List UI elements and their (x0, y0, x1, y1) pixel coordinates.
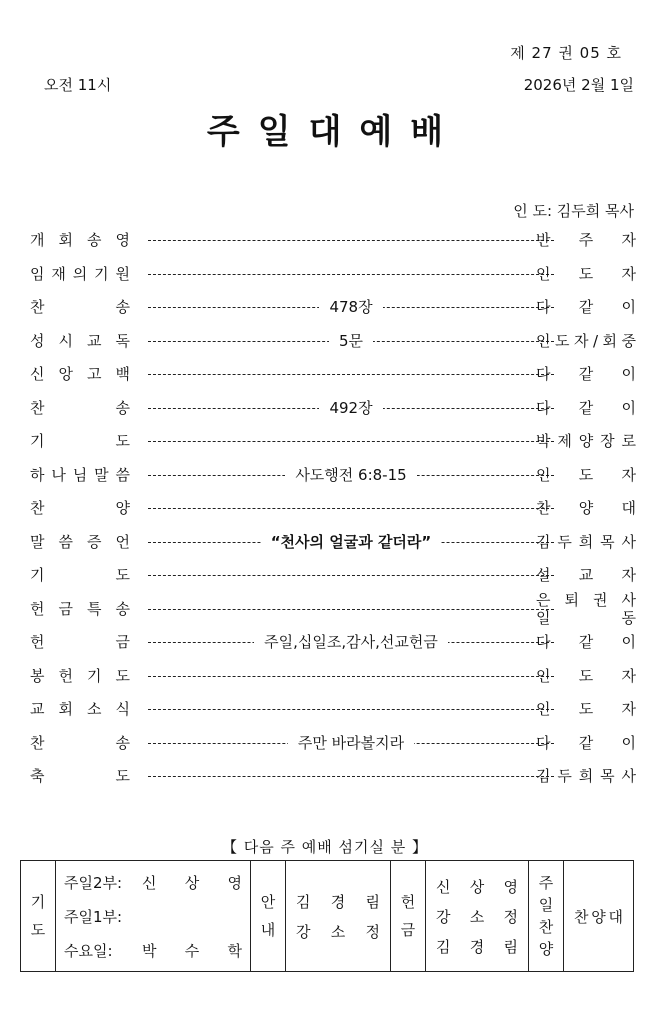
prayer-line (64, 865, 242, 899)
order-person-char: 목 (600, 532, 615, 551)
next-week-duty-table (20, 860, 634, 972)
order-label-char: 교 (87, 331, 102, 350)
name-char: 경 (330, 892, 346, 911)
order-detail (148, 396, 554, 420)
name-char: 상 (469, 877, 485, 896)
order-label-char: 소 (87, 700, 102, 718)
order-row (30, 590, 636, 627)
order-person-char: 찬 (536, 499, 551, 517)
order-person-char: 이 (621, 633, 636, 651)
order-label-char: 헌 (58, 666, 73, 685)
order-label-char: 회 (58, 231, 73, 249)
order-person-char: 도 (578, 666, 594, 685)
order-label-char: 봉 (30, 666, 45, 685)
order-label (30, 429, 130, 453)
order-row (30, 463, 636, 487)
order-label-char: 백 (115, 365, 130, 383)
order-person-char: 퇴 (564, 590, 579, 609)
choir-cell (564, 861, 634, 972)
order-label (30, 362, 130, 386)
order-detail (148, 329, 554, 353)
order-row (30, 429, 636, 453)
order-label (30, 496, 130, 520)
order-person-char: 두 (557, 532, 572, 551)
offering-label (391, 888, 425, 944)
order-label-char: 송 (115, 398, 130, 417)
order-label-char: 헌 (30, 633, 45, 651)
order-person-char: 은 (536, 590, 551, 609)
order-person-char: 김 (536, 532, 551, 551)
label-char: 헌 (400, 893, 416, 911)
label-char: 내 (260, 921, 276, 939)
order-label (30, 630, 130, 654)
order-person-char: 회 (602, 331, 617, 350)
order-row (30, 228, 636, 252)
order-person-char: / (592, 331, 599, 350)
name-char: 상 (184, 873, 200, 892)
order-person-char: 이 (621, 733, 636, 752)
order-person (536, 295, 636, 319)
order-person-char: 자 (621, 666, 636, 685)
order-label-char: 증 (87, 532, 102, 551)
duty-name (296, 916, 380, 946)
prayer-name (134, 940, 242, 961)
page-title: 주일대예배 (206, 112, 462, 152)
order-person-char: 도 (554, 331, 570, 350)
service-date: 2026년 2월 1일 (523, 76, 634, 94)
choir-label-cell (529, 861, 564, 972)
order-person-char: 인 (536, 331, 551, 350)
order-label-char: 기 (94, 264, 109, 283)
order-person (536, 591, 636, 627)
order-person-char: 주 (578, 231, 594, 249)
order-row (30, 630, 636, 654)
order-label-char: 도 (115, 767, 130, 785)
dashed-leader (148, 441, 554, 442)
order-person-char: 다 (536, 298, 551, 316)
order-detail-text: 주만 바라볼지라 (288, 734, 414, 752)
order-person-char: 자 (573, 331, 589, 350)
name-char: 경 (469, 937, 485, 956)
order-label-char: 찬 (30, 733, 45, 752)
prayer-service: 주일2부: (64, 873, 123, 892)
name-char: 소 (469, 907, 485, 926)
order-person (536, 463, 636, 487)
order-person (536, 563, 636, 587)
order-label (30, 530, 130, 554)
order-person-char: 자 (621, 231, 636, 249)
order-person-line (536, 609, 636, 627)
order-label-char: 도 (115, 432, 130, 450)
label-char: 기 (30, 893, 46, 911)
order-label-char: 독 (115, 331, 130, 350)
order-person-char: 사 (621, 532, 636, 551)
order-person (536, 496, 636, 520)
order-person (536, 697, 636, 721)
order-label-char: 축 (30, 767, 45, 785)
order-label (30, 697, 130, 721)
dashed-leader (148, 508, 554, 509)
order-person-char: 동 (621, 608, 636, 627)
volume-number: 제 27 권 05 호 (510, 44, 622, 62)
order-label-char: 성 (30, 331, 45, 350)
order-row (30, 329, 636, 353)
order-label-char: 송 (115, 298, 130, 316)
order-label-char: 하 (30, 465, 45, 484)
order-label (30, 262, 130, 286)
order-row (30, 664, 636, 688)
usher-names (286, 861, 391, 972)
order-label (30, 563, 130, 587)
order-person-char: 이 (621, 298, 636, 316)
name-char: 림 (365, 892, 380, 911)
order-label-char: 회 (58, 700, 73, 718)
label-char: 일 (538, 896, 554, 914)
order-person-char: 같 (578, 298, 594, 316)
name-char: 박 (142, 941, 157, 960)
order-detail-text: 주일,십일조,감사,선교헌금 (254, 633, 448, 651)
order-person-char: 같 (578, 633, 594, 651)
order-person-char: 박 (536, 432, 551, 450)
dashed-leader (148, 609, 554, 610)
order-detail-text: “천사의 얼굴과 같더라” (261, 533, 442, 551)
name-char: 림 (503, 937, 518, 956)
order-label-char: 송 (115, 733, 130, 752)
order-person-char: 대 (621, 499, 636, 517)
order-label-char: 재 (51, 264, 66, 283)
service-time: 오전 11시 (44, 76, 112, 94)
order-label-char: 개 (30, 231, 45, 249)
order-detail (148, 530, 554, 554)
order-person (536, 764, 636, 788)
order-label (30, 764, 130, 788)
name-char: 대 (608, 907, 623, 926)
label-char: 주 (538, 874, 554, 892)
order-person (536, 664, 636, 688)
order-detail-text: 492장 (319, 399, 382, 417)
order-person-char: 자 (621, 700, 636, 718)
order-person-char: 양 (578, 432, 594, 450)
prayer-label (21, 888, 55, 944)
name-char: 양 (591, 907, 606, 926)
order-row (30, 496, 636, 520)
order-label-char: 교 (30, 700, 45, 718)
order-label-char: 금 (115, 633, 130, 651)
choir-name (574, 906, 623, 927)
order-label-char: 신 (30, 365, 45, 383)
order-row (30, 697, 636, 721)
usher-label (251, 888, 285, 944)
order-person-char: 도 (578, 264, 594, 283)
order-row (30, 764, 636, 788)
order-person-char: 인 (536, 264, 551, 283)
dashed-leader (148, 575, 554, 576)
order-detail-text: 478장 (319, 298, 382, 316)
order-label-char: 언 (115, 532, 130, 551)
order-person (536, 329, 636, 353)
order-person-char: 이 (621, 398, 636, 417)
label-char: 양 (538, 940, 554, 958)
order-row (30, 563, 636, 587)
dashed-leader (148, 240, 554, 241)
order-person-char: 장 (600, 432, 615, 450)
order-label-char: 도 (115, 666, 130, 685)
order-person (536, 429, 636, 453)
prayer-line (64, 933, 242, 967)
order-row (30, 295, 636, 319)
order-detail (148, 463, 554, 487)
order-label-char: 송 (87, 231, 102, 249)
order-label-char: 원 (115, 264, 130, 283)
order-person-char: 이 (621, 365, 636, 383)
order-person-char: 제 (557, 432, 572, 450)
order-label-char: 씀 (115, 465, 130, 484)
prayer-service: 주일1부: (64, 907, 123, 926)
order-label-char: 헌 (30, 599, 45, 618)
dashed-leader (148, 776, 554, 777)
order-detail (148, 630, 554, 654)
order-person (536, 530, 636, 554)
prayer-list (56, 861, 251, 972)
order-detail-text: 5문 (329, 332, 373, 350)
order-person-char: 같 (578, 398, 594, 417)
order-person-char: 다 (536, 633, 551, 651)
order-person-char: 자 (621, 465, 636, 484)
order-label-char: 임 (30, 264, 45, 283)
order-person-char: 김 (536, 767, 551, 785)
order-label-char: 고 (87, 365, 102, 383)
order-label-char: 도 (115, 566, 130, 584)
dashed-leader (148, 274, 554, 275)
order-person-char: 사 (621, 590, 636, 609)
order-label-char: 기 (87, 666, 102, 685)
order-person-char: 로 (621, 432, 636, 450)
order-label (30, 597, 130, 621)
order-label (30, 664, 130, 688)
label-char: 안 (260, 893, 276, 911)
choir-label (529, 872, 563, 960)
order-person-char: 같 (578, 365, 594, 383)
order-person-char: 설 (536, 566, 551, 584)
order-person (536, 262, 636, 286)
order-label-char: 나 (51, 465, 66, 484)
prayer-service: 수요일: (64, 941, 113, 960)
order-person (536, 362, 636, 386)
prayer-label-cell (21, 861, 56, 972)
order-label-char: 앙 (58, 365, 73, 383)
duty-name (436, 931, 518, 961)
order-label-char: 말 (30, 532, 45, 551)
name-char: 영 (503, 877, 518, 896)
order-label-char: 찬 (30, 298, 45, 316)
order-row (30, 262, 636, 286)
order-person-char: 인 (536, 465, 551, 484)
order-label-char: 양 (115, 499, 130, 517)
name-char: 강 (436, 907, 451, 926)
prayer-name (134, 872, 242, 893)
order-label (30, 463, 130, 487)
order-person-char: 도 (578, 465, 594, 484)
order-row (30, 362, 636, 386)
order-person-char: 사 (621, 767, 636, 785)
order-label-char: 의 (72, 264, 88, 283)
order-label (30, 731, 130, 755)
order-person-char: 같 (578, 733, 594, 752)
name-char: 소 (330, 922, 346, 941)
order-person-char: 반 (536, 231, 551, 249)
dashed-leader (148, 709, 554, 710)
order-person-char: 목 (600, 767, 615, 785)
order-detail (148, 295, 554, 319)
order-label-char: 영 (115, 231, 130, 249)
order-label-char: 님 (72, 465, 88, 484)
order-person (536, 228, 636, 252)
order-person-char: 인 (536, 700, 551, 718)
order-label (30, 295, 130, 319)
next-week-title: 【 다음 주 예배 섬기실 분 】 (221, 838, 429, 856)
order-label-char: 찬 (30, 499, 45, 517)
order-person-char: 다 (536, 398, 551, 417)
duty-name (296, 886, 380, 916)
order-person (536, 630, 636, 654)
service-leader: 인 도: 김두희 목사 (513, 202, 634, 220)
order-label-char: 송 (115, 599, 130, 618)
label-char: 도 (30, 921, 46, 939)
order-label (30, 228, 130, 252)
name-char: 신 (436, 877, 451, 896)
order-row (30, 530, 636, 554)
order-label-char: 씀 (58, 532, 73, 551)
name-char: 신 (142, 873, 157, 892)
name-char: 김 (296, 892, 311, 911)
order-label-char: 특 (87, 599, 102, 618)
name-char: 영 (227, 873, 242, 892)
order-person-line (536, 591, 636, 609)
label-char: 금 (400, 921, 416, 939)
order-person-char: 양 (578, 499, 594, 517)
order-label (30, 329, 130, 353)
order-person-char: 도 (578, 700, 594, 718)
order-person-char: 자 (621, 566, 636, 584)
order-label-char: 금 (58, 599, 73, 618)
order-label-char: 찬 (30, 398, 45, 417)
order-person-char: 교 (578, 566, 594, 584)
order-person-char: 인 (536, 666, 551, 685)
dashed-leader (148, 676, 554, 677)
name-char: 정 (365, 922, 380, 941)
order-label-char: 기 (30, 566, 45, 584)
dashed-leader (148, 374, 554, 375)
order-person-char: 다 (536, 733, 551, 752)
order-person (536, 396, 636, 420)
order-detail-text: 사도행전 6:8-15 (285, 466, 416, 484)
name-char: 김 (436, 937, 451, 956)
order-person-char: 권 (593, 590, 608, 609)
name-char: 정 (503, 907, 518, 926)
offering-label-cell (391, 861, 426, 972)
order-person-char: 희 (578, 767, 594, 785)
order-person-char: 희 (578, 532, 594, 551)
order-person-char: 자 (621, 264, 636, 283)
order-person (536, 731, 636, 755)
order-person-char: 두 (557, 767, 572, 785)
duty-name (436, 901, 518, 931)
duty-name (436, 871, 518, 901)
order-row (30, 396, 636, 420)
label-char: 찬 (538, 918, 554, 936)
order-label-char: 시 (58, 331, 73, 350)
order-person-char: 일 (536, 608, 551, 627)
usher-label-cell (251, 861, 286, 972)
name-char: 수 (184, 941, 200, 960)
order-person-char: 다 (536, 365, 551, 383)
order-row (30, 731, 636, 755)
name-char: 강 (296, 922, 311, 941)
order-detail (148, 731, 554, 755)
offering-names (426, 861, 529, 972)
prayer-line (64, 899, 242, 933)
name-char: 찬 (574, 907, 589, 926)
name-char: 학 (227, 941, 242, 960)
order-label (30, 396, 130, 420)
order-label-char: 기 (30, 432, 45, 450)
order-person-char: 중 (621, 331, 636, 350)
order-label-char: 말 (94, 465, 109, 484)
order-label-char: 식 (115, 700, 130, 718)
